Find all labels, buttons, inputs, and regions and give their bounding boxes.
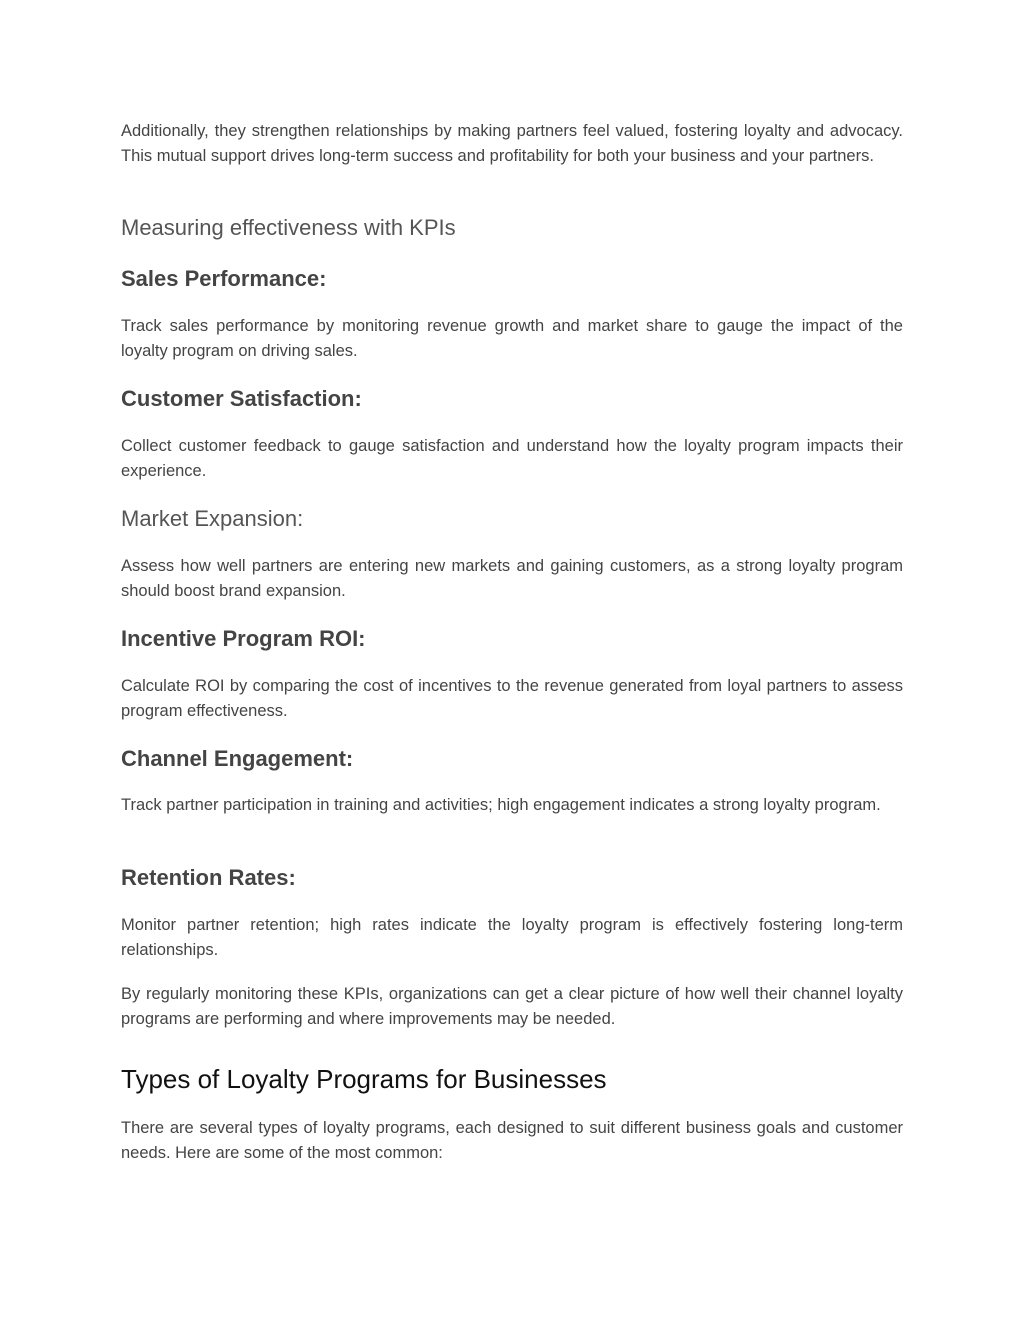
customer-satisfaction-text: Collect customer feedback to gauge satisfaction and understand how the loyalty program impacts their experience. (121, 437, 903, 480)
types-section-text: There are several types of loyalty programs, each designed to suit different business goals and customer needs. Here are some of the most common: (121, 1119, 903, 1162)
channel-engagement-text: Track partner participation in training and activities; high engagement indicates a strong loyalty program. (121, 796, 881, 814)
channel-engagement-heading: Channel Engagement: (121, 746, 354, 771)
retention-rates-heading: Retention Rates: (121, 865, 296, 890)
market-expansion-heading: Market Expansion: (121, 506, 304, 531)
sales-performance-text: Track sales performance by monitoring revenue growth and market share to gauge the impact of the loyalty program on driving sales. (121, 317, 903, 360)
incentive-roi-heading: Incentive Program ROI: (121, 626, 366, 651)
customer-satisfaction-heading: Customer Satisfaction: (121, 386, 362, 411)
kpi-closing-paragraph: By regularly monitoring these KPIs, organizations can get a clear picture of how well their channel loyalty programs are performing and where improvements may be needed. (121, 985, 903, 1028)
sales-performance-heading: Sales Performance: (121, 266, 327, 291)
kpi-section-heading: Measuring effectiveness with KPIs (121, 215, 456, 240)
market-expansion-text: Assess how well partners are entering new markets and gaining customers, as a strong loyalty program should boost brand expansion. (121, 557, 903, 600)
retention-rates-text: Monitor partner retention; high rates indicate the loyalty program is effectively fostering long-term relationships. (121, 916, 903, 959)
intro-paragraph: Additionally, they strengthen relationships by making partners feel valued, fostering loyalty and advocacy. This mutual support drives long-term success and profitability for both your business and your partners. (121, 122, 903, 165)
incentive-roi-text: Calculate ROI by comparing the cost of incentives to the revenue generated from loyal partners to assess program effectiveness. (121, 677, 903, 720)
types-section-heading: Types of Loyalty Programs for Businesses (121, 1064, 607, 1094)
